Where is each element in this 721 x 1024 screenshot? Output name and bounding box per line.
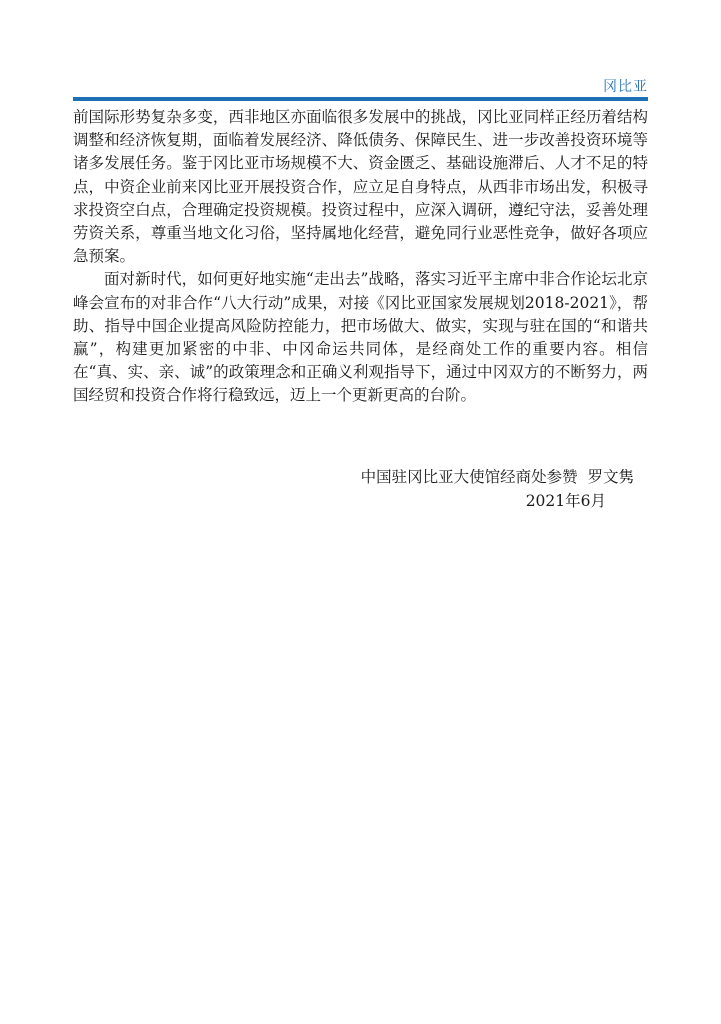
signature-author: 中国驻冈比亚大使馆经商处参赞 罗文隽 bbox=[360, 468, 634, 486]
body-paragraph: 面对新时代，如何更好地实施“走出去”战略，落实习近平主席中非合作论坛北京峰会宣布的对非合作“八大行动”成果，对接《冈比亚国家发展规划2018-2021》，帮助、指导中国企业提高风险防控能力，把市场做大、做实，实现与驻在国的“和谐共赢”，构建更加紧密的中非、中冈命运共同体，是经商处工作的重要内容。相信在“真、实、亲、诚”的政策理念和正确义利观指导下，通过中冈双方的不断努力，两国经贸和投资合作将行稳致远，迈上一个更新更高的台阶。 bbox=[73, 270, 648, 405]
header-divider bbox=[73, 97, 648, 101]
body-paragraph: 前国际形势复杂多变，西非地区亦面临很多发展中的挑战，冈比亚同样正经历着结构调整和经济恢复期，面临着发展经济、降低债务、保障民生、进一步改善投资环境等诸多发展任务。鉴于冈比亚市场规模不大、资金匮乏、基础设施滞后、人才不足的特点，中资企业前来冈比亚开展投资合作，应立足自身特点，从西非市场出发，积极寻求投资空白点，合理确定投资规模。投资过程中，应深入调研，遵纪守法，妥善处理劳资关系，尊重当地文化习俗，坚持属地化经营，避免同行业恶性竞争，做好各项应急预案。 bbox=[73, 108, 648, 266]
signature-date: 2021年6月 bbox=[525, 491, 606, 510]
signature-block bbox=[73, 466, 634, 513]
document-body bbox=[73, 106, 648, 408]
page-header-country-label: 冈比亚 bbox=[603, 79, 648, 95]
